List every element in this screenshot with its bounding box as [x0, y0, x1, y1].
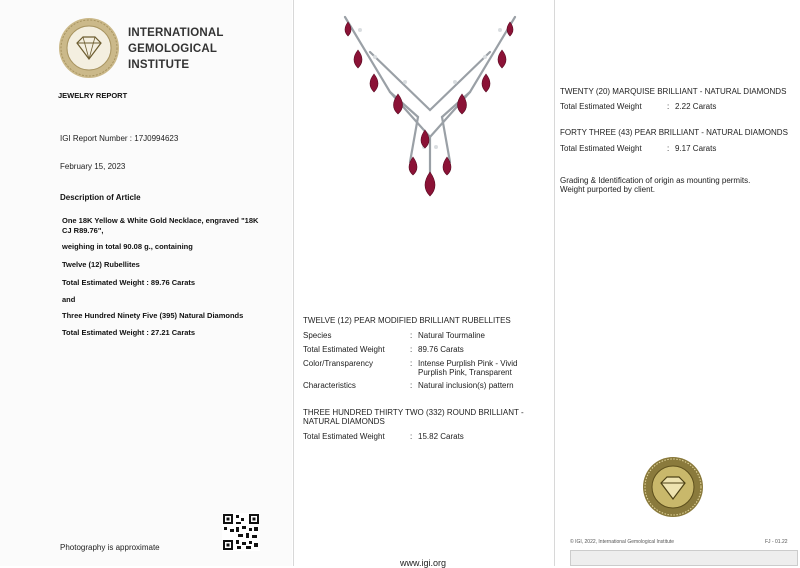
pear-value: 9.17 Carats: [675, 144, 717, 153]
website-link[interactable]: www.igi.org: [400, 558, 447, 568]
separator: :: [667, 102, 670, 111]
necklace-photo: [330, 12, 530, 212]
description-line1: One 18K Yellow & White Gold Necklace, engraved "18K: [62, 216, 259, 225]
separator: :: [410, 432, 413, 441]
form-code: FJ - 01.22: [765, 539, 788, 545]
row-value-color-2: Purplish Pink, Transparent: [418, 368, 512, 377]
and-text: and: [62, 295, 76, 304]
igi-seal-icon: [58, 17, 120, 79]
row-value-characteristics: Natural inclusion(s) pattern: [418, 381, 514, 390]
fold-line: [554, 0, 555, 566]
note-line2: Weight purported by client.: [560, 185, 656, 194]
section2-value: 15.82 Carats: [418, 432, 464, 441]
separator: :: [410, 381, 413, 390]
row-value-species: Natural Tourmaline: [418, 331, 485, 340]
separator: :: [410, 331, 413, 340]
report-cover-panel: [0, 0, 292, 566]
marquise-value: 2.22 Carats: [675, 102, 717, 111]
section2-title-2: NATURAL DIAMONDS: [303, 417, 385, 426]
institute-name: INTERNATIONAL GEMOLOGICAL INSTITUTE: [128, 27, 224, 71]
security-footer: [570, 550, 798, 566]
row-value-color: Intense Purplish Pink - Vivid: [418, 359, 518, 368]
photo-note: Photography is approximate: [60, 543, 160, 552]
report-number: IGI Report Number : 17J0994623: [60, 134, 179, 143]
diamond-weight: Total Estimated Weight : 27.21 Carats: [62, 328, 196, 337]
pear-label: Total Estimated Weight: [560, 144, 642, 153]
qr-code-icon[interactable]: [222, 513, 260, 551]
weighing-text: weighing in total 90.08 g., containing: [62, 242, 193, 251]
row-label-characteristics: Characteristics: [303, 381, 356, 390]
note-line1: Grading & Identification of origin as mounting permits.: [560, 176, 751, 185]
section2-label: Total Estimated Weight: [303, 432, 385, 441]
report-date: February 15, 2023: [60, 162, 126, 171]
rubellites-text: Twelve (12) Rubellites: [62, 260, 140, 269]
copyright: © IGI, 2022, International Gemological Institute: [570, 539, 675, 545]
row-label-weight: Total Estimated Weight: [303, 345, 385, 354]
diamonds-text: Three Hundred Ninety Five (395) Natural Diamonds: [62, 311, 244, 320]
section1-title: TWELVE (12) PEAR MODIFIED BRILLIANT RUBELLITES: [303, 316, 511, 325]
marquise-label: Total Estimated Weight: [560, 102, 642, 111]
description-heading: Description of Article: [60, 193, 141, 202]
separator: :: [410, 345, 413, 354]
separator: :: [667, 144, 670, 153]
pear-title: FORTY THREE (43) PEAR BRILLIANT - NATURAL DIAMONDS: [560, 128, 788, 137]
rubellite-weight: Total Estimated Weight : 89.76 Carats: [62, 278, 196, 287]
report-type: JEWELRY REPORT: [58, 91, 128, 100]
row-label-species: Species: [303, 331, 332, 340]
row-value-weight: 89.76 Carats: [418, 345, 464, 354]
marquise-title: TWENTY (20) MARQUISE BRILLIANT - NATURAL DIAMONDS: [560, 87, 787, 96]
row-label-color: Color/Transparency: [303, 359, 373, 368]
section2-title: THREE HUNDRED THIRTY TWO (332) ROUND BRILLIANT -: [303, 408, 524, 417]
fold-line: [293, 0, 294, 566]
separator: :: [410, 359, 413, 368]
gold-seal-icon: [642, 456, 704, 518]
description-line2: CJ R89.76",: [62, 226, 104, 235]
